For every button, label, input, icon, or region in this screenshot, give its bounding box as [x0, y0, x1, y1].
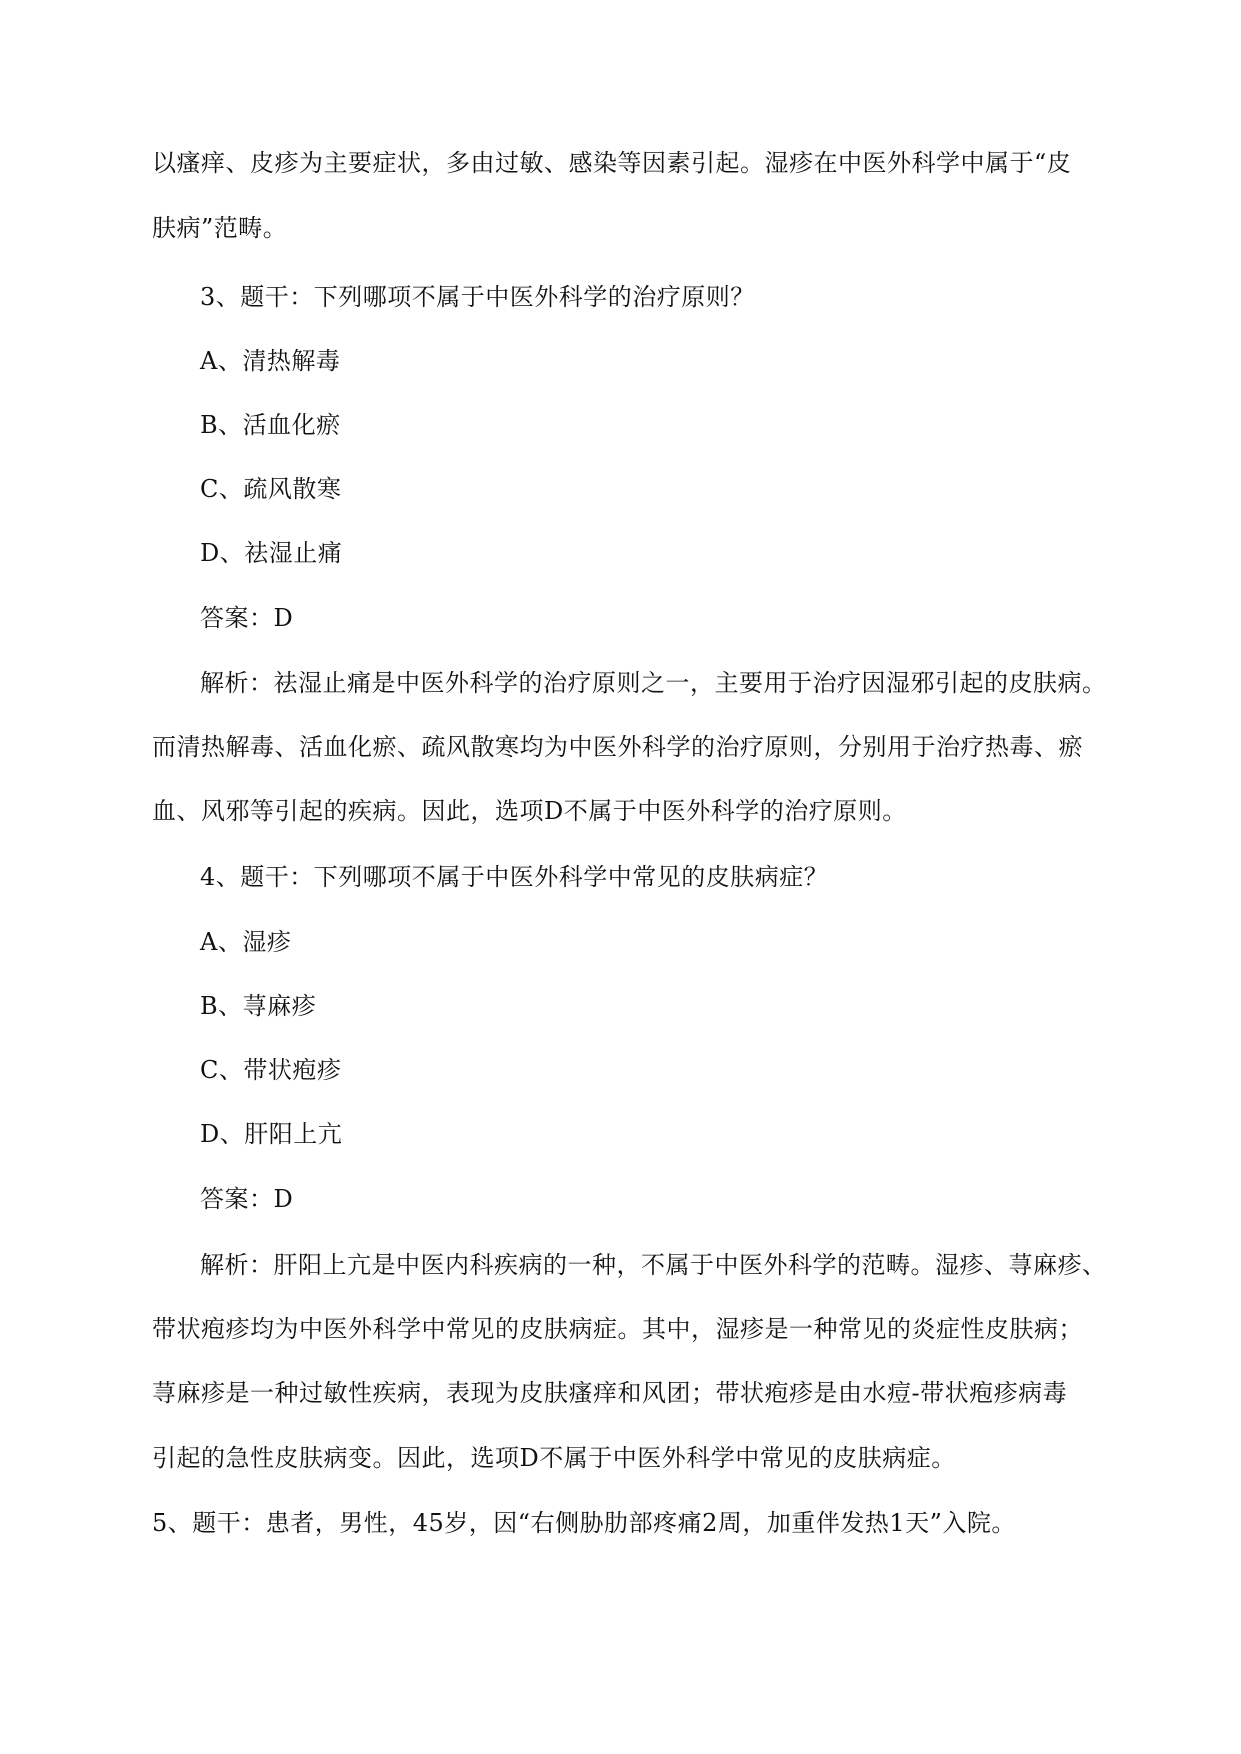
- question-4-option-b: B、荨麻疹: [200, 992, 317, 1020]
- text-line: 肤病”范畴。: [152, 214, 288, 242]
- question-4-option-a: A、湿疹: [200, 928, 292, 956]
- question-4-explanation: 荨麻疹是一种过敏性疾病，表现为皮肤瘙痒和风团；带状疱疹是由水痘-带状疱疹病毒: [152, 1379, 1068, 1407]
- question-3-option-a: A、清热解毒: [200, 347, 341, 375]
- question-4-explanation: 解析：肝阳上亢是中医内科疾病的一种，不属于中医外科学的范畴。湿疹、荨麻疹、: [200, 1251, 1107, 1279]
- question-4-explanation: 带状疱疹均为中医外科学中常见的皮肤病症。其中，湿疹是一种常见的炎症性皮肤病；: [152, 1315, 1083, 1343]
- text-line: 以瘙痒、皮疹为主要症状，多由过敏、感染等因素引起。湿疹在中医外科学中属于“皮: [152, 149, 1072, 177]
- question-4-option-d: D、肝阳上亢: [200, 1120, 343, 1148]
- question-4-option-c: C、带状疱疹: [200, 1056, 342, 1084]
- question-4-explanation: 引起的急性皮肤病变。因此，选项D不属于中医外科学中常见的皮肤病症。: [152, 1444, 956, 1472]
- question-5-stem: 5、题干：患者，男性，45岁，因“右侧胁肋部疼痛2周，加重伴发热1天”入院。: [152, 1509, 1016, 1537]
- question-3-option-b: B、活血化瘀: [200, 411, 341, 439]
- question-4-stem: 4、题干：下列哪项不属于中医外科学中常见的皮肤病症？: [200, 863, 829, 891]
- question-4-answer: 答案：D: [200, 1185, 294, 1213]
- question-3-option-d: D、祛湿止痛: [200, 539, 343, 567]
- question-3-explanation: 血、风邪等引起的疾病。因此，选项D不属于中医外科学的治疗原则。: [152, 797, 907, 825]
- question-3-explanation: 解析：祛湿止痛是中医外科学的治疗原则之一，主要用于治疗因湿邪引起的皮肤病。: [200, 669, 1107, 697]
- question-3-option-c: C、疏风散寒: [200, 475, 342, 503]
- question-3-stem: 3、题干：下列哪项不属于中医外科学的治疗原则？: [200, 283, 755, 311]
- question-3-explanation: 而清热解毒、活血化瘀、疏风散寒均为中医外科学的治疗原则，分别用于治疗热毒、瘀: [152, 733, 1083, 761]
- question-3-answer: 答案：D: [200, 604, 294, 632]
